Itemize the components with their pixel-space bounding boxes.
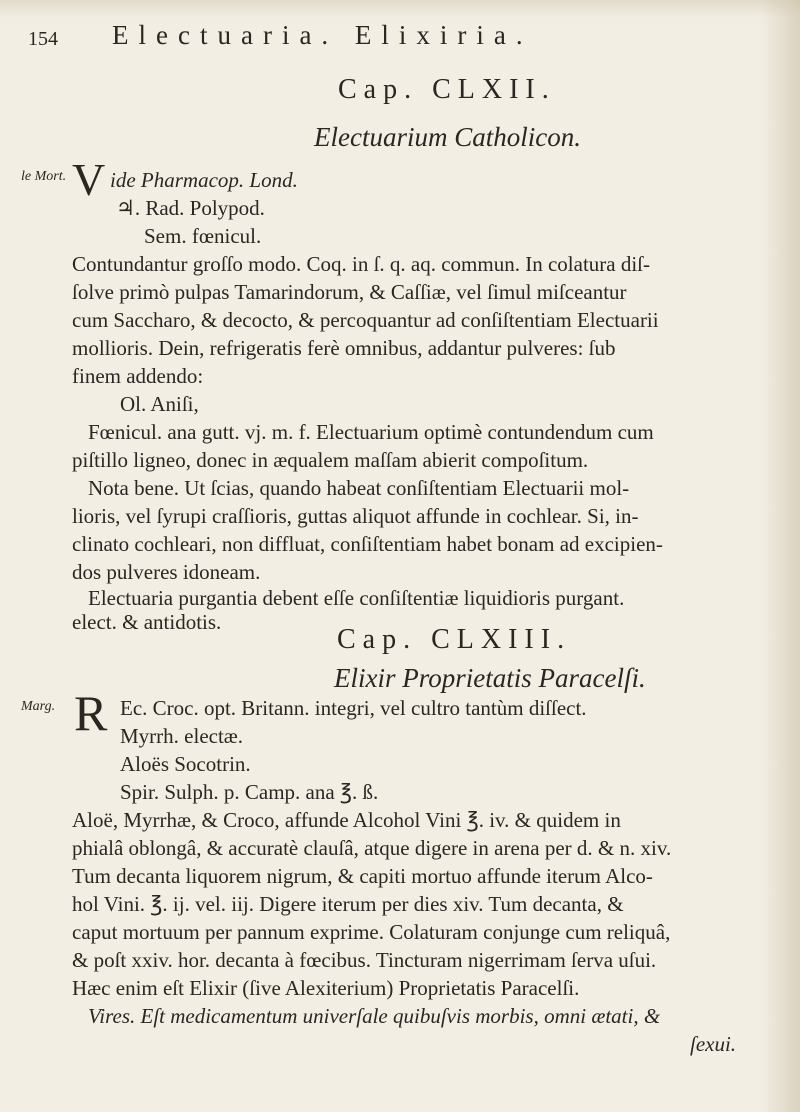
text-line: Fœnicul. ana gutt. vj. m. f. Electuarium optimè contundendum cum bbox=[88, 420, 654, 444]
page-shadow-right bbox=[760, 0, 800, 1112]
chapter-title-163: Elixir Proprietatis Paracelſi. bbox=[334, 663, 646, 693]
text-line: Electuaria purgantia debent eſſe conſiſtentiæ liquidioris purgant. bbox=[88, 586, 625, 610]
text-line: clinato cochleari, non diffluat, conſiſtentiam habet bonam ad excipien- bbox=[72, 532, 663, 556]
text-line: caput mortuum per pannum exprime. Colaturam conjunge cum reliquâ, bbox=[72, 920, 671, 944]
text-line: hol Vini. ℥. ij. vel. iij. Digere iterum per dies xiv. Tum decanta, & bbox=[72, 892, 624, 916]
text-line: finem addendo: bbox=[72, 364, 204, 388]
text-line: Hæc enim eſt Elixir (ſive Alexiterium) Proprietatis Paracelſi. bbox=[72, 976, 580, 1000]
text-line: cum Saccharo, & decocto, & percoquantur ad conſiſtentiam Electuarii bbox=[72, 308, 659, 332]
text-line: dos pulveres idoneam. bbox=[72, 560, 261, 584]
margin-note-163: Marg. bbox=[21, 699, 56, 714]
chapter-heading-162: Cap. CLXII. bbox=[338, 74, 556, 105]
text-line: Spir. Sulph. p. Camp. ana ℥. ß. bbox=[120, 780, 379, 804]
text-line: & poſt xxiv. hor. decanta à fœcibus. Tincturam nigerrimam ſerva uſui. bbox=[72, 948, 657, 972]
text-line: Ol. Aniſi, bbox=[120, 392, 199, 416]
margin-note-162: le Mort. bbox=[21, 169, 67, 184]
text-line: lioris, vel ſyrupi craſſioris, guttas aliquot affunde in cochlear. Si, in- bbox=[72, 504, 639, 528]
text-line: Nota bene. Ut ſcias, quando habeat conſiſtentiam Electuarii mol- bbox=[88, 476, 630, 500]
text-line: Myrrh. electæ. bbox=[120, 724, 244, 748]
text-line: Ec. Croc. opt. Britann. integri, vel cultro tantùm diſſect. bbox=[120, 696, 587, 720]
text-line: mollioris. Dein, refrigeratis ferè omnibus, addantur pulveres: ſub bbox=[72, 336, 616, 360]
text-line: Aloë, Myrrhæ, & Croco, affunde Alcohol Vini ℥. iv. & quidem in bbox=[72, 808, 621, 832]
text-line: piſtillo ligneo, donec in æqualem maſſam abierit compoſitum. bbox=[72, 448, 589, 472]
text-line: Vires. Eſt medicamentum univerſale quibuſvis morbis, omni ætati, & bbox=[88, 1004, 661, 1028]
text-line: Aloës Socotrin. bbox=[120, 752, 251, 776]
text-line: Sem. fœnicul. bbox=[144, 224, 262, 248]
text-line: phialâ oblongâ, & accuratè clauſâ, atque digere in arena per d. & n. xiv. bbox=[72, 836, 672, 860]
running-title: Electuaria. Elixiria. bbox=[112, 20, 533, 50]
text-line: elect. & antidotis. bbox=[72, 610, 222, 634]
text-line: ſexui. bbox=[690, 1032, 737, 1056]
text-line: Tum decanta liquorem nigrum, & capiti mortuo affunde iterum Alco- bbox=[72, 864, 653, 888]
drop-initial-v: V bbox=[72, 154, 106, 205]
text-line: ſolve primò pulpas Tamarindorum, & Caſſiæ, vel ſimul miſceantur bbox=[72, 280, 627, 304]
text-line: ide Pharmacop. Lond. bbox=[110, 168, 298, 192]
drop-initial-r: R bbox=[74, 685, 108, 741]
chapter-title-162: Electuarium Catholicon. bbox=[314, 122, 581, 152]
text-line: Contundantur groſſo modo. Coq. in ſ. q. aq. commun. In colatura diſ- bbox=[72, 252, 651, 276]
page-shadow-top bbox=[0, 0, 800, 18]
chapter-heading-163: Cap. CLXIII. bbox=[337, 624, 572, 655]
text-line: ♃. Rad. Polypod. bbox=[116, 196, 265, 220]
page-number: 154 bbox=[28, 28, 58, 50]
